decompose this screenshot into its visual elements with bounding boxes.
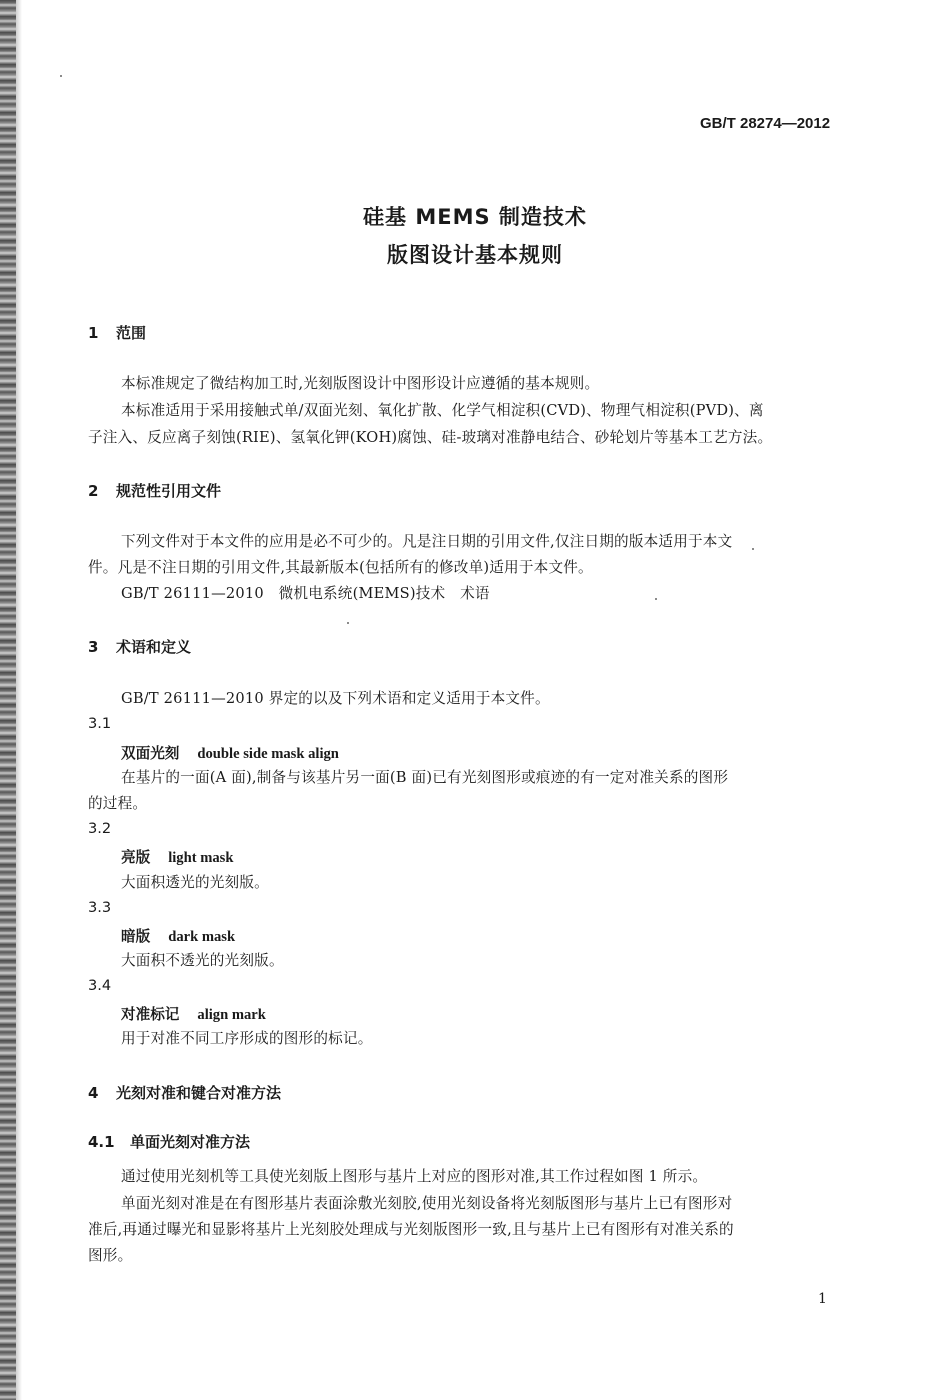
- term-en: double side mask align: [197, 746, 339, 762]
- term-zh: 暗版: [121, 928, 151, 945]
- term-definition-line: 大面积不透光的光刻版。: [121, 952, 284, 969]
- section-title: 范围: [116, 324, 147, 342]
- term-zh: 亮版: [121, 849, 151, 866]
- section-4-heading: [88, 1082, 281, 1103]
- section-title: 规范性引用文件: [116, 482, 222, 500]
- term-definition-line: 用于对准不同工序形成的图形的标记。: [121, 1030, 373, 1047]
- page-number: 1: [818, 1291, 827, 1307]
- section-title: 光刻对准和键合对准方法: [116, 1084, 282, 1102]
- section-number: 1: [88, 324, 99, 342]
- section-3-heading: [88, 636, 191, 657]
- paragraph-line: 单面光刻对准是在有图形基片表面涂敷光刻胶,使用光刻设备将光刻版图形与基片上已有图形对: [121, 1195, 733, 1212]
- paragraph-line: 件。凡是不注日期的引用文件,其最新版本(包括所有的修改单)适用于本文件。: [88, 559, 593, 576]
- clause-number: 3.1: [88, 715, 112, 732]
- paragraph-line: 准后,再通过曝光和显影将基片上光刻胶处理成与光刻版图形一致,且与基片上已有图形有对准关系的: [88, 1221, 734, 1238]
- normative-reference: GB/T 26111—2010 微机电系统(MEMS)技术 术语: [121, 585, 490, 602]
- subsection-4-1-heading: [88, 1131, 250, 1152]
- term-definition-line: 大面积透光的光刻版。: [121, 874, 269, 891]
- section-2-heading: [88, 480, 221, 501]
- term-definition-line: 在基片的一面(A 面),制备与该基片另一面(B 面)已有光刻图形或痕迹的有一定对准关系的图形: [121, 769, 729, 786]
- section-title: 术语和定义: [116, 638, 192, 656]
- section-number: 3: [88, 638, 99, 656]
- clause-number: 3.2: [88, 820, 112, 837]
- scan-speck: [60, 75, 62, 77]
- standard-code: GB/T 28274—2012: [700, 115, 831, 132]
- term-entry: [121, 1003, 266, 1024]
- paragraph-line: 本标准适用于采用接触式单/双面光刻、氧化扩散、化学气相淀积(CVD)、物理气相淀积(PVD)、离: [121, 402, 764, 419]
- clause-number: 3.3: [88, 899, 112, 916]
- document-title-line2: 版图设计基本规则: [387, 243, 563, 267]
- section-number: 2: [88, 482, 99, 500]
- section-number: 4: [88, 1084, 99, 1102]
- term-zh: 对准标记: [121, 1006, 180, 1023]
- paragraph: GB/T 26111—2010 界定的以及下列术语和定义适用于本文件。: [121, 690, 550, 707]
- term-en: light mask: [168, 850, 234, 866]
- clause-number: 3.4: [88, 977, 112, 994]
- term-entry: [121, 846, 233, 867]
- scan-speck: [655, 598, 657, 600]
- paragraph-line: 图形。: [88, 1247, 133, 1264]
- section-1-heading: [88, 322, 146, 343]
- term-entry: [121, 742, 339, 763]
- paragraph-line: 子注入、反应离子刻蚀(RIE)、氢氧化钾(KOH)腐蚀、硅-玻璃对准静电结合、砂轮划片等基本工艺方法。: [88, 429, 773, 446]
- paragraph: 通过使用光刻机等工具使光刻版上图形与基片上对应的图形对准,其工作过程如图 1 所示。: [121, 1168, 708, 1185]
- subsection-title: 单面光刻对准方法: [130, 1133, 251, 1151]
- term-en: dark mask: [168, 929, 236, 945]
- term-en: align mark: [197, 1007, 266, 1023]
- term-zh: 双面光刻: [121, 745, 180, 762]
- paragraph-line: 下列文件对于本文件的应用是必不可少的。凡是注日期的引用文件,仅注日期的版本适用于本文: [121, 533, 733, 550]
- scan-speck: [347, 622, 349, 624]
- subsection-number: 4.1: [88, 1133, 115, 1151]
- document-title-line1: 硅基 MEMS 制造技术: [363, 205, 587, 229]
- scan-speck: [752, 548, 754, 550]
- paragraph: 本标准规定了微结构加工时,光刻版图设计中图形设计应遵循的基本规则。: [121, 375, 600, 392]
- term-entry: [121, 925, 235, 946]
- term-definition-line: 的过程。: [88, 795, 148, 812]
